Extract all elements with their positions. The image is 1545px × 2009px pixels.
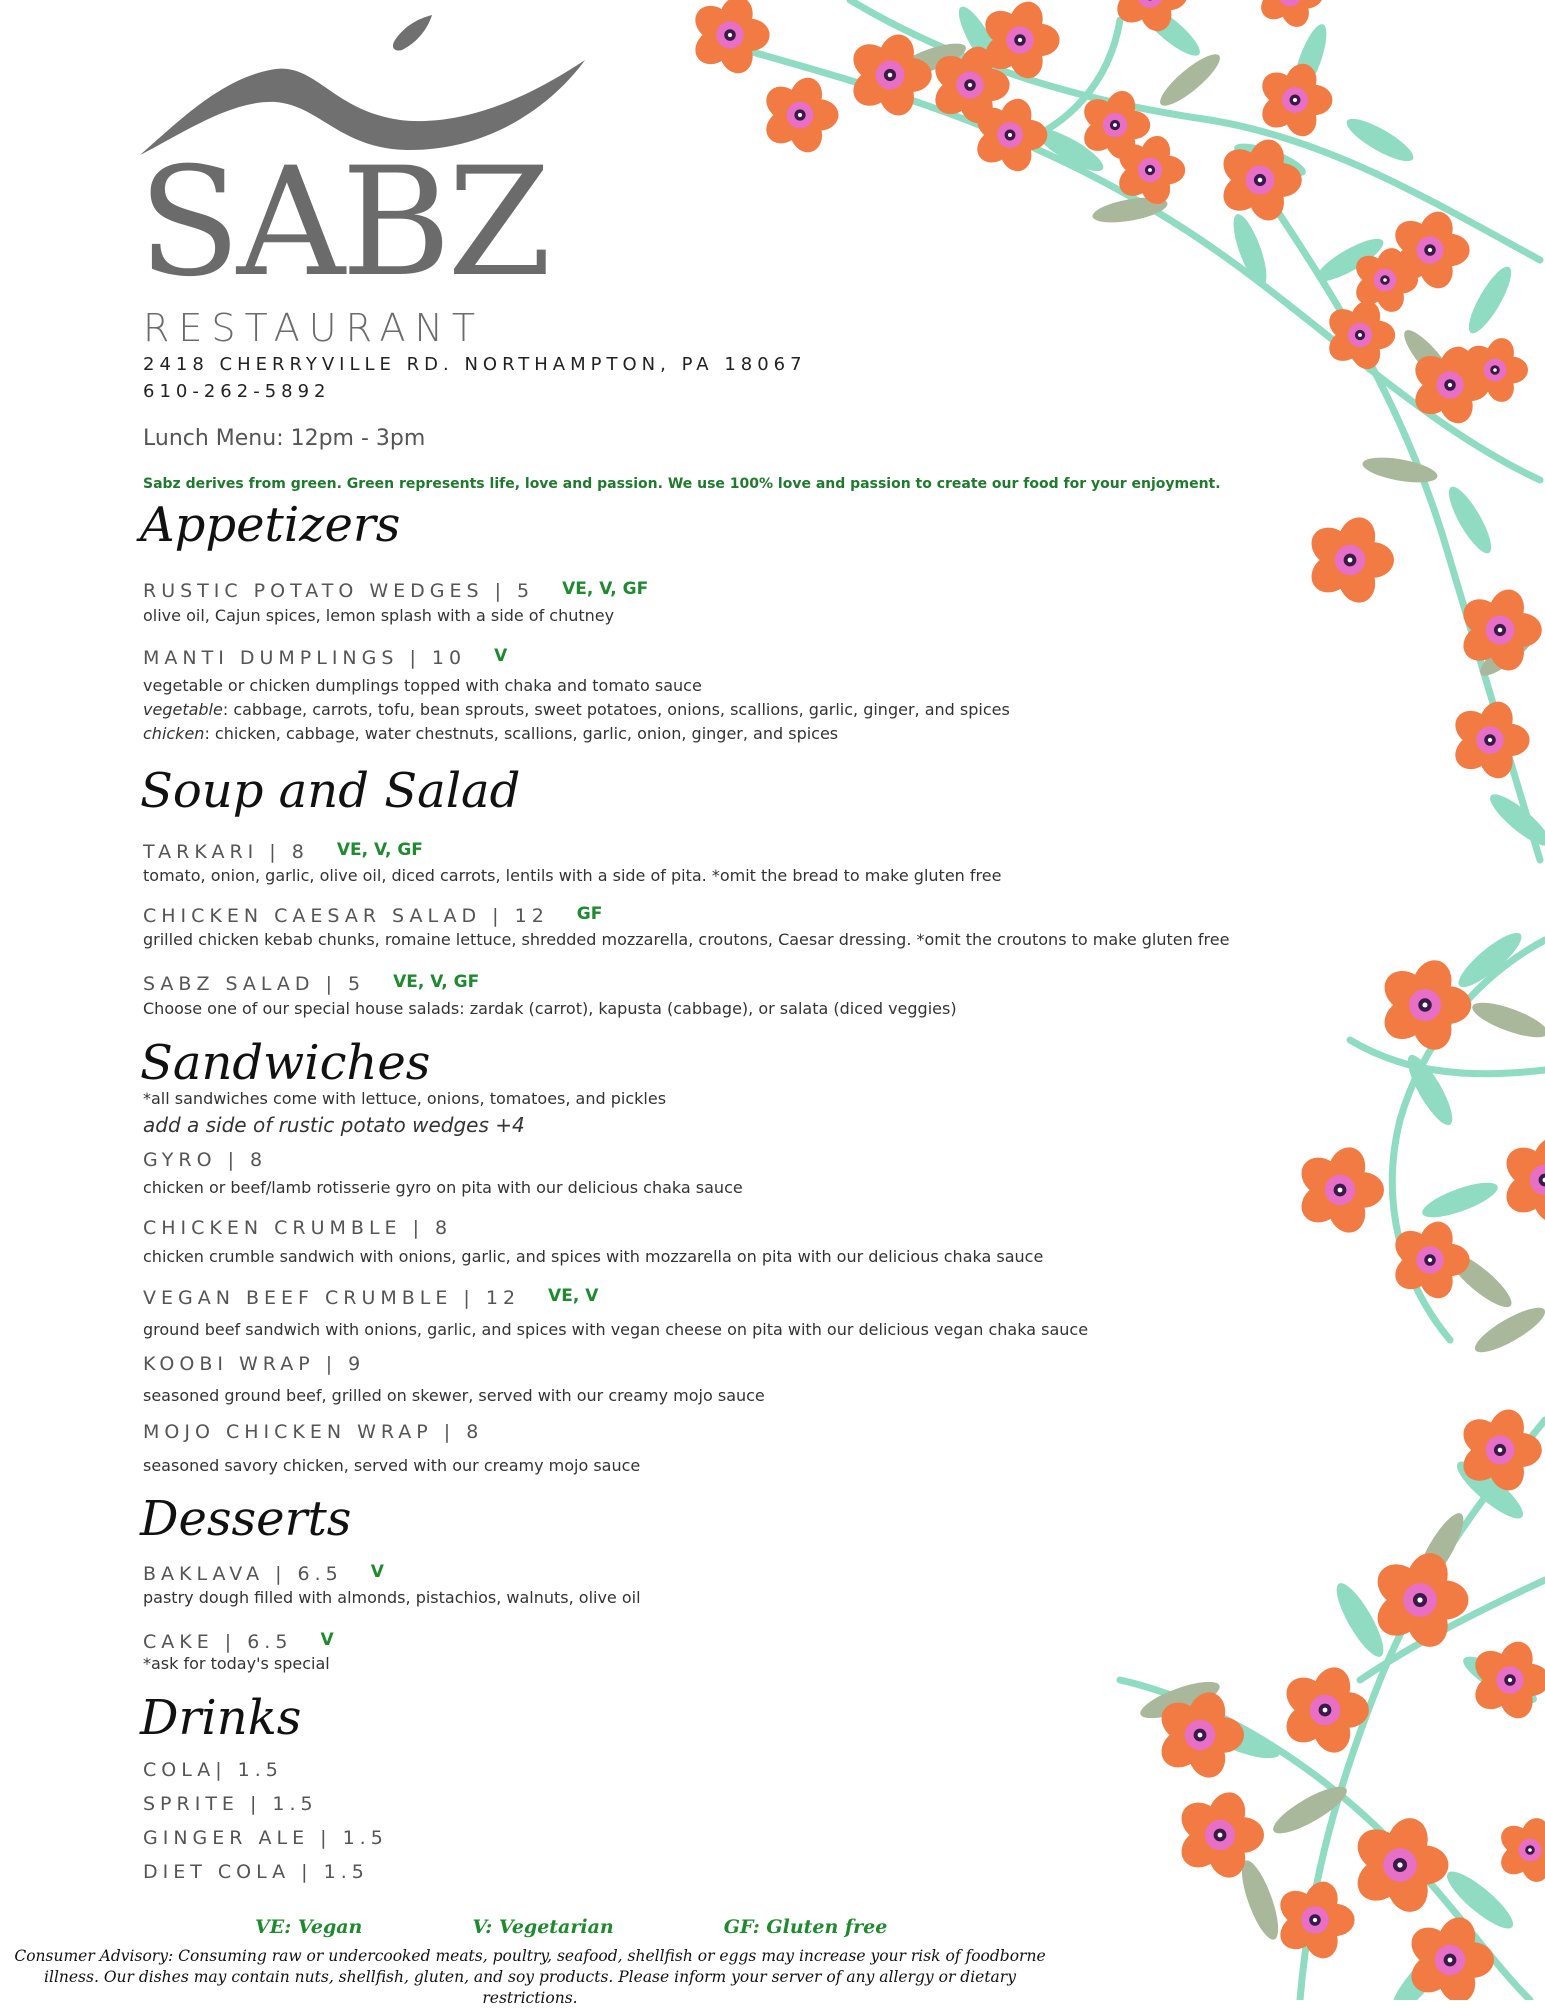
flower-icon [1216,135,1302,225]
flower-icon [688,0,769,78]
address: 2418 CHERRYVILLE RD. NORTHAMPTON, PA 18067 [143,354,807,375]
leaf-icon [1469,996,1545,1044]
leaf-icon [1462,262,1518,338]
legend-gluten-free: GF: Gluten free [724,1916,888,1938]
menu-item-name [143,1148,267,1172]
menu-item-name [143,577,648,603]
item-name-text: GYRO | 8 [143,1149,267,1171]
floral-decoration-bottom [1060,1380,1545,2000]
item-name-text: BAKLAVA | 6.5 [143,1563,343,1585]
section-title-appetizers: Appetizers [140,497,400,553]
drink-item: GINGER ALE | 1.5 [143,1826,388,1850]
floral-decoration-middle [1250,900,1545,1400]
section-title-sandwiches: Sandwiches [140,1035,430,1091]
flower-icon [1495,1814,1545,1885]
leaf-icon [1154,47,1226,112]
flower-icon [1256,60,1333,141]
item-name-text: SABZ SALAD | 5 [143,973,365,995]
menu-item-name [143,1628,334,1654]
menu-item-desc: pastry dough filled with almonds, pistachios, walnuts, olive oil [143,1586,641,1610]
drink-item: DIET COLA | 1.5 [143,1860,369,1884]
logo-subtitle: RESTAURANT [143,307,484,349]
flower-icon [1255,0,1323,31]
menu-item-desc: Choose one of our special house salads: zardak (carrot), kapusta (cabbage), or salata (diced veggies) [143,997,957,1021]
flower-icon [1294,1143,1384,1238]
flower-icon [1349,1813,1448,1917]
item-name-text: CHICKEN CAESAR SALAD | 12 [143,905,549,927]
flower-icon [1377,955,1472,1055]
diet-badge: V [371,1562,384,1582]
leaf-icon [1268,1779,1353,1841]
diet-badge: VE, V, GF [393,972,479,992]
sandwich-note: *all sandwiches come with lettuce, onions, tomatoes, and pickles [143,1087,666,1111]
diet-badge: V [320,1630,333,1650]
legend-vegan: VE: Vegan [255,1916,362,1938]
menu-item-desc: tomato, onion, garlic, olive oil, diced carrots, lentils with a side of pita. *omit the bread to make gluten free [143,864,1001,888]
diet-badge: GF [577,904,603,924]
flower-icon [1404,1913,1494,2000]
menu-item-desc: vegetable or chicken dumplings topped with chaka and tomato sauce [143,674,702,698]
menu-item-name [143,1352,365,1376]
menu-hours: Lunch Menu: 12pm - 3pm [143,426,425,451]
menu-item-desc: seasoned ground beef, grilled on skewer, served with our creamy mojo sauce [143,1384,765,1408]
menu-item-name [143,1284,598,1310]
diet-badge: VE, V, GF [337,840,423,860]
item-name-text: CHICKEN CRUMBLE | 8 [143,1217,452,1239]
menu-item-desc: *ask for today's special [143,1652,330,1676]
item-name-text: TARKARI | 8 [143,841,309,863]
menu-item-desc: seasoned savory chicken, served with our creamy mojo sauce [143,1454,640,1478]
flower-icon [1448,697,1529,782]
menu-item-name [143,902,602,928]
menu-item-name [143,644,507,670]
flower-icon [846,30,932,120]
menu-item-desc: olive oil, Cajun spices, lemon splash with a side of chutney [143,604,614,628]
flower-icon [1304,513,1394,608]
menu-item-desc: chicken crumble sandwich with onions, garlic, and spices with mozzarella on pita with our delicious chaka sauce [143,1245,1043,1269]
item-name-text: VEGAN BEEF CRUMBLE | 12 [143,1287,520,1309]
phone-number: 610-262-5892 [143,381,331,402]
item-name-text: KOOBI WRAP | 9 [143,1353,365,1375]
item-name-text: RUSTIC POTATO WEDGES | 5 [143,580,534,602]
variant-label: vegetable [143,700,223,719]
variant-text: : chicken, cabbage, water chestnuts, scallions, garlic, onion, ginger, and spices [204,724,838,743]
menu-item-name [143,1560,384,1586]
menu-item-desc: chicken or beef/lamb rotisserie gyro on pita with our delicious chaka sauce [143,1176,743,1200]
logo-wordmark: SABZ [138,148,548,298]
flower-icon [1369,1548,1468,1652]
leaf-icon [1419,1176,1502,1224]
leaf-icon [1342,112,1418,168]
section-title-desserts: Desserts [140,1491,351,1547]
item-name-text: MANTI DUMPLINGS | 10 [143,647,466,669]
diet-badge: VE, V, GF [562,579,648,599]
drink-item: COLA| 1.5 [143,1758,283,1782]
diet-badge: VE, V [548,1286,598,1306]
flower-icon [1273,1877,1354,1962]
diet-legend [255,1916,997,1938]
tagline: Sabz derives from green. Green represents life, love and passion. We use 100% love and passion to create our food for your enjoyment. [143,476,1221,492]
item-name-text: MOJO CHICKEN WRAP | 8 [143,1421,483,1443]
floral-decoration-top [650,0,1545,900]
menu-item-desc: ground beef sandwich with onions, garlic, and spices with vegan cheese on pita with our delicious vegan chaka sauce [143,1318,1088,1342]
item-name-text: CAKE | 6.5 [143,1631,292,1653]
stem [1350,1040,1545,1074]
section-title-soup-salad: Soup and Salad [140,763,520,819]
variant-text: : cabbage, carrots, tofu, bean sprouts, sweet potatoes, onions, scallions, garlic, ginger, and spices [223,700,1010,719]
side-note: add a side of rustic potato wedges +4 [143,1113,525,1137]
legend-vegetarian: V: Vegetarian [472,1916,613,1938]
section-title-drinks: Drinks [140,1690,301,1746]
menu-item-name [143,970,479,996]
diet-badge: V [494,646,507,666]
flower-icon [760,74,839,157]
leaf-icon [1484,787,1545,852]
menu-item-name [143,1420,483,1444]
menu-item-desc: grilled chicken kebab chunks, romaine lettuce, shredded mozzarella, croutons, Caesar dressing. *omit the croutons to make gluten free [143,928,1229,952]
drink-item: SPRITE | 1.5 [143,1792,318,1816]
menu-item-name [143,838,423,864]
variant-label: chicken [143,724,204,743]
leaf-icon [1442,482,1498,558]
consumer-advisory: Consumer Advisory: Consuming raw or undercooked meats, poultry, seafood, shellfish or eggs may increase your risk of foodborne illness. Our dishes may contain nuts, shellfish, gluten, and soy products. Please inform your server of any allergy or dietary restrictions. [0,1946,1060,2009]
menu-item-name [143,1216,452,1240]
flower-icon [1499,1133,1545,1228]
leaf-icon [1470,1300,1545,1359]
